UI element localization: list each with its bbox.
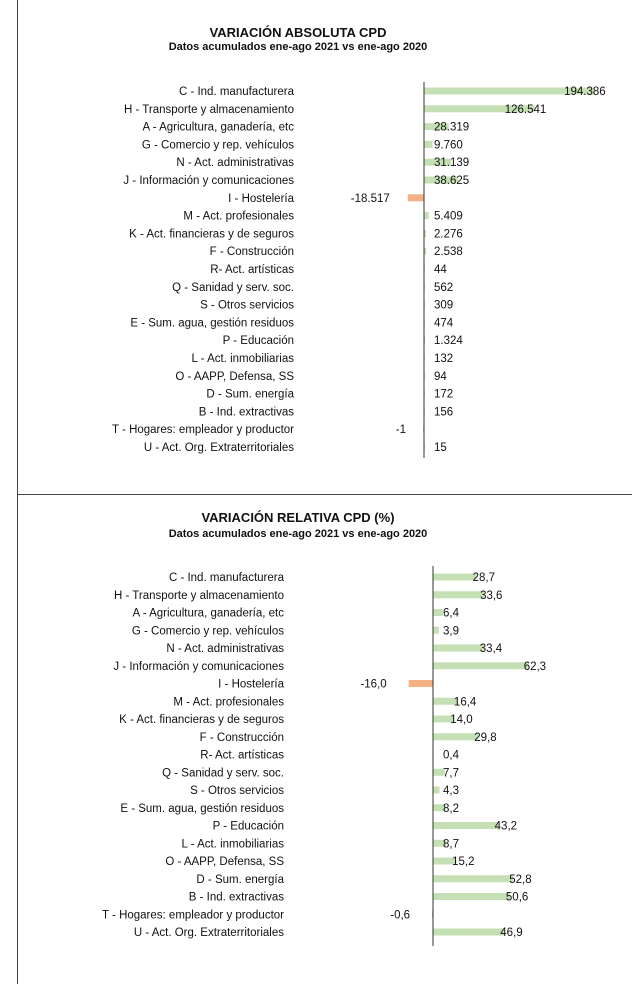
bar	[433, 574, 477, 581]
bar	[424, 141, 433, 148]
category-label: G - Comercio y rep. vehículos	[131, 625, 284, 638]
category-label: R- Act. artísticas	[200, 749, 284, 762]
category-label: E - Sum. agua, gestión residuos	[120, 802, 284, 815]
category-label: N - Act. administrativas	[166, 643, 284, 655]
value-label: 38.625	[434, 175, 470, 187]
category-label: T - Hogares: empleador y productor	[102, 909, 284, 922]
value-label: 126.541	[504, 103, 547, 116]
value-label: 2.276	[434, 228, 463, 241]
bar	[433, 822, 499, 829]
category-label: O - AAPP, Defensa, SS	[175, 370, 294, 383]
value-label: 33,4	[479, 643, 503, 655]
value-label: 33,6	[480, 589, 503, 602]
value-label: 562	[434, 281, 454, 294]
bar	[433, 662, 528, 669]
value-label: 29,8	[474, 731, 497, 744]
category-label: U - Act. Org. Extraterritoriales	[133, 927, 284, 939]
value-label: 2.538	[434, 246, 463, 259]
value-label: 0,4	[443, 749, 459, 762]
category-label: R- Act. artísticas	[210, 264, 294, 276]
category-label: D - Sum. energía	[196, 873, 284, 886]
category-label: C - Ind. manufacturera	[178, 86, 294, 98]
category-label: A - Agricultura, ganadería, etc	[132, 607, 284, 620]
value-label: 16,4	[453, 696, 477, 709]
value-label: 46,9	[500, 927, 523, 939]
category-label: U - Act. Org. Extraterritoriales	[143, 442, 294, 454]
bar	[408, 194, 424, 201]
category-label: P - Educación	[212, 820, 284, 833]
relative-variation-chart	[18, 494, 632, 984]
relative-variation-chart-panel	[17, 494, 632, 984]
bar	[433, 929, 504, 936]
value-label: 132	[434, 353, 454, 365]
value-label: 194.386	[564, 86, 606, 98]
category-label: N - Act. administrativas	[176, 157, 294, 170]
value-label: 172	[434, 388, 454, 401]
category-label: I - Hostelería	[218, 678, 284, 691]
value-label: -16,0	[360, 678, 387, 691]
category-label: C - Ind. manufacturera	[168, 572, 284, 584]
value-label: 4,3	[443, 785, 459, 797]
value-label: 28,7	[472, 572, 496, 584]
category-label: Q - Sanidad y serv. soc.	[172, 281, 294, 294]
category-label: P - Educación	[222, 335, 294, 348]
value-label: 43,2	[494, 820, 518, 833]
category-label: L - Act. inmobiliarias	[181, 838, 284, 851]
category-label: O - AAPP, Defensa, SS	[165, 856, 284, 868]
bar	[433, 609, 443, 616]
category-label: D - Sum. energía	[206, 388, 294, 401]
bar	[433, 733, 478, 740]
absolute-variation-chart	[18, 0, 632, 494]
value-label: 62,3	[523, 660, 547, 673]
bar	[409, 680, 433, 687]
category-label: B - Ind. extractivas	[198, 406, 294, 419]
value-label: 8,7	[443, 838, 459, 851]
category-label: K - Act. financieras y de seguros	[129, 228, 294, 241]
value-label: 15	[434, 442, 447, 454]
value-label: 5.409	[434, 210, 463, 223]
category-label: L - Act. inmobiliarias	[191, 353, 294, 365]
chart-title: VARIACIÓN ABSOLUTA CPD	[209, 25, 387, 40]
value-label: 15,2	[452, 856, 475, 868]
value-label: -0,6	[390, 909, 411, 922]
category-label: J - Información y comunicaciones	[123, 175, 294, 187]
chart-title: VARIACIÓN RELATIVA CPD (%)	[201, 510, 395, 525]
value-label: 9.760	[434, 139, 463, 152]
category-label: M - Act. profesionales	[173, 696, 284, 709]
value-label: 474	[434, 317, 454, 330]
category-label: I - Hostelería	[228, 192, 294, 205]
category-label: Q - Sanidad y serv. soc.	[162, 767, 284, 780]
chart-subtitle: Datos acumulados ene-ago 2021 vs ene-ago 2020	[168, 41, 428, 53]
bar	[424, 212, 429, 219]
category-label: H - Transporte y almacenamiento	[113, 589, 284, 602]
bar	[433, 627, 439, 634]
category-label: K - Act. financieras y de seguros	[119, 714, 284, 726]
category-label: A - Agricultura, ganadería, etc	[142, 121, 294, 134]
bar	[433, 787, 440, 794]
value-label: -1	[395, 424, 406, 437]
value-label: 6,4	[443, 607, 459, 620]
value-label: 14,0	[450, 714, 473, 726]
value-label: -18.517	[350, 192, 390, 205]
category-label: F - Construcción	[209, 246, 294, 259]
value-label: 50,6	[505, 891, 529, 904]
category-label: F - Construcción	[199, 731, 284, 744]
category-label: S - Otros servicios	[190, 785, 284, 797]
value-label: 94	[434, 370, 447, 383]
value-label: 7,7	[443, 767, 459, 780]
category-label: H - Transporte y almacenamiento	[123, 103, 294, 116]
category-label: J - Información y comunicaciones	[113, 660, 284, 673]
category-label: B - Ind. extractivas	[188, 891, 284, 904]
bar	[433, 591, 484, 598]
bar	[433, 893, 510, 900]
category-label: G - Comercio y rep. vehículos	[141, 139, 294, 152]
category-label: S - Otros servicios	[200, 299, 294, 312]
value-label: 8,2	[443, 802, 459, 815]
chart-subtitle: Datos acumulados ene-ago 2021 vs ene-ago 2020	[168, 528, 428, 540]
value-label: 1.324	[434, 335, 463, 348]
value-label: 309	[434, 299, 454, 312]
category-label: M - Act. profesionales	[183, 210, 294, 223]
value-label: 31.139	[434, 157, 470, 170]
category-label: T - Hogares: empleador y productor	[112, 424, 294, 437]
absolute-variation-chart-panel	[17, 0, 632, 495]
category-label: E - Sum. agua, gestión residuos	[130, 317, 294, 330]
value-label: 28.319	[434, 121, 470, 134]
value-label: 52,8	[509, 873, 532, 886]
value-label: 3,9	[443, 625, 459, 638]
value-label: 156	[434, 406, 454, 419]
bar	[433, 875, 513, 882]
value-label: 44	[434, 264, 447, 276]
bar	[433, 645, 484, 652]
